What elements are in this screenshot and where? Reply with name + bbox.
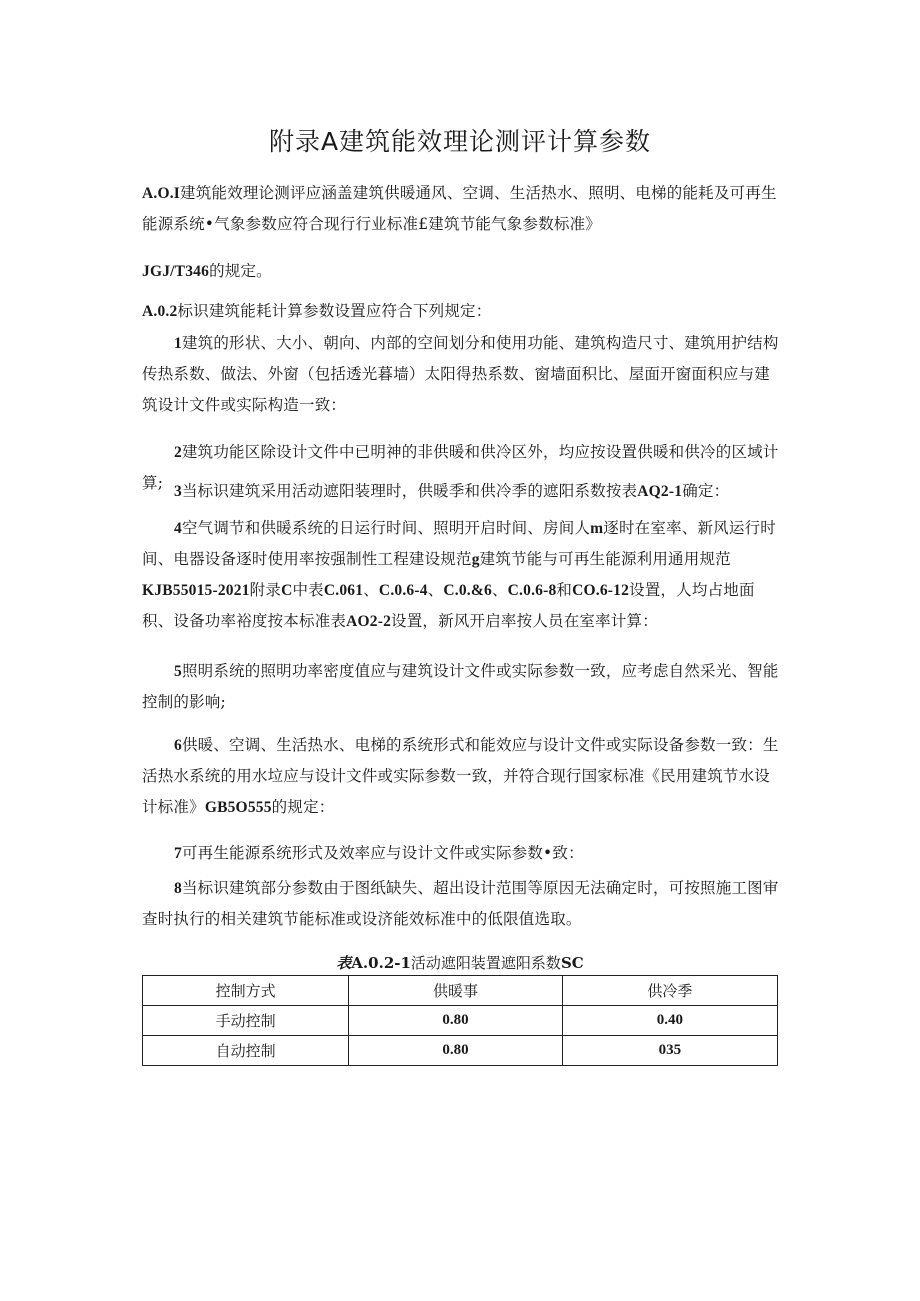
item-text: 可再生能源系统形式及效率应与设计文件或实际参数•致：	[181, 844, 584, 862]
item-text: 照明系统的照明功率密度值应与建筑设计文件或实际参数一致，应考虑自然采光、智能控制的影响;	[142, 662, 779, 711]
item-8	[142, 873, 782, 935]
item-text: 、	[491, 581, 508, 599]
item-4	[142, 513, 782, 637]
clause-text: 的规定。	[209, 262, 272, 280]
table-cell: 0.80	[349, 1006, 562, 1036]
page-title: 附录A建筑能效理论测评计算参数	[268, 127, 652, 156]
item-number: 3	[174, 483, 182, 500]
item-ref: C	[281, 582, 293, 599]
table-ref: C.0.6-4	[378, 582, 428, 599]
clause-a01	[142, 178, 782, 240]
item-number: 6	[174, 737, 182, 754]
table-header-cell: 供暖事	[349, 976, 562, 1006]
table-header-row	[143, 976, 778, 1006]
clause-number: A.O.I	[142, 185, 181, 202]
table-cell: 0.80	[349, 1036, 562, 1066]
standard-ref: JGJ/T346	[142, 263, 210, 280]
item-text: 设置，人均占地面积、设备功率裕度按本标准表	[142, 581, 755, 630]
table-row	[143, 1006, 778, 1036]
item-5	[142, 656, 782, 718]
table-ref: C.061	[323, 582, 364, 599]
table-header-cell: 控制方式	[143, 976, 349, 1006]
item-text: 附录	[249, 581, 282, 599]
item-text: 当标识建筑部分参数由于图纸缺失、超出设计范围等原因无法确定时，可按照施工图审查时执行的相关建筑节能标准或设济能效标准中的低限值选取。	[142, 879, 779, 928]
table-ref: CO.6-12	[572, 582, 630, 599]
item-number: 7	[174, 845, 182, 862]
item-text: 、	[427, 581, 444, 599]
table-ref: C.0.6-8	[507, 582, 557, 599]
item-text: 建筑节能与可再生能源利用通用规范	[479, 550, 731, 568]
table-cell: 035	[562, 1036, 777, 1066]
item-text: 建筑的形状、大小、朝向、内部的空间划分和使用功能、建筑构造尺寸、建筑用护结构传热系数、做法、外窗（包括透光暮墙）太阳得热系数、窗墙面积比、屋面开窗面积应与建筑设计文件或实际构造一致：	[142, 334, 779, 414]
standard-ref: KJB55015-2021	[142, 582, 250, 599]
item-text: 确定：	[682, 482, 730, 500]
item-1	[142, 328, 782, 421]
caption-prefix: 表	[336, 954, 352, 972]
standard-ref: GB5O555	[204, 799, 272, 816]
shading-coefficient-table	[142, 975, 778, 1066]
table-ref: AQ2-1	[637, 483, 683, 500]
table-cell: 手动控制	[143, 1006, 349, 1036]
item-text: 当标识建筑采用活动遮阳装理时，供暖季和供冷季的遮阳系数按表	[181, 482, 638, 500]
clause-a01-tail	[142, 256, 782, 287]
item-number: 5	[174, 663, 182, 680]
table-cell: 0.40	[562, 1006, 777, 1036]
table-ref: C.0.&6	[443, 582, 492, 599]
table-row	[143, 1036, 778, 1066]
item-text: 的规定：	[271, 798, 335, 816]
table-ref: AO2-2	[346, 613, 392, 630]
item-text: 建筑功能区除设计文件中已明神的非供暖和供冷区外，均应按设置供暖和供冷的区域计算;	[142, 443, 779, 492]
item-number: 8	[174, 880, 182, 897]
item-number: 4	[174, 520, 182, 537]
item-text: 空气调节和供暖系统的日运行时间、照明开启时间、房间人	[181, 519, 591, 537]
item-text: 设置，新风开启率按人员在室率计算：	[391, 612, 658, 630]
item-text: 逐时在室率、新风运行时间、电器设备逐时使用率按强制性工程建设规范	[142, 519, 776, 568]
caption-number: A.0.2-1	[351, 954, 411, 972]
item-ref: g	[471, 551, 480, 568]
table-cell: 自动控制	[143, 1036, 349, 1066]
item-text: 、	[363, 581, 379, 599]
caption-text: 活动遮阳装置遮阳系数	[410, 954, 561, 972]
item-ref: m	[590, 520, 604, 537]
item-text: 供暖、空调、生活热水、电梯的系统形式和能效应与设计文件或实际设备参数一致：生活热水系统的用水垃应与设计文件或实际参数一致，并符合现行国家标准《民用建筑节水设计标准》	[142, 736, 779, 816]
item-6	[142, 730, 782, 823]
clause-a02	[142, 296, 782, 327]
item-7	[142, 838, 782, 869]
caption-symbol: SC	[560, 954, 584, 972]
table-header-cell: 供冷季	[562, 976, 777, 1006]
clause-text: 建筑能效理论测评应涵盖建筑供暖通风、空调、生活热水、照明、电梯的能耗及可再生能源系统•气象参数应符合现行行业标准£建筑节能气象参数标准》	[142, 184, 777, 233]
clause-number: A.0.2	[142, 303, 178, 320]
item-text: 和	[556, 581, 573, 599]
item-3	[142, 476, 782, 507]
item-text: 中表	[292, 581, 324, 599]
clause-text: 标识建筑能耗计算参数设置应符合下列规定：	[177, 302, 492, 320]
item-number: 1	[174, 335, 182, 352]
table-caption	[142, 952, 778, 973]
item-number: 2	[174, 444, 182, 461]
